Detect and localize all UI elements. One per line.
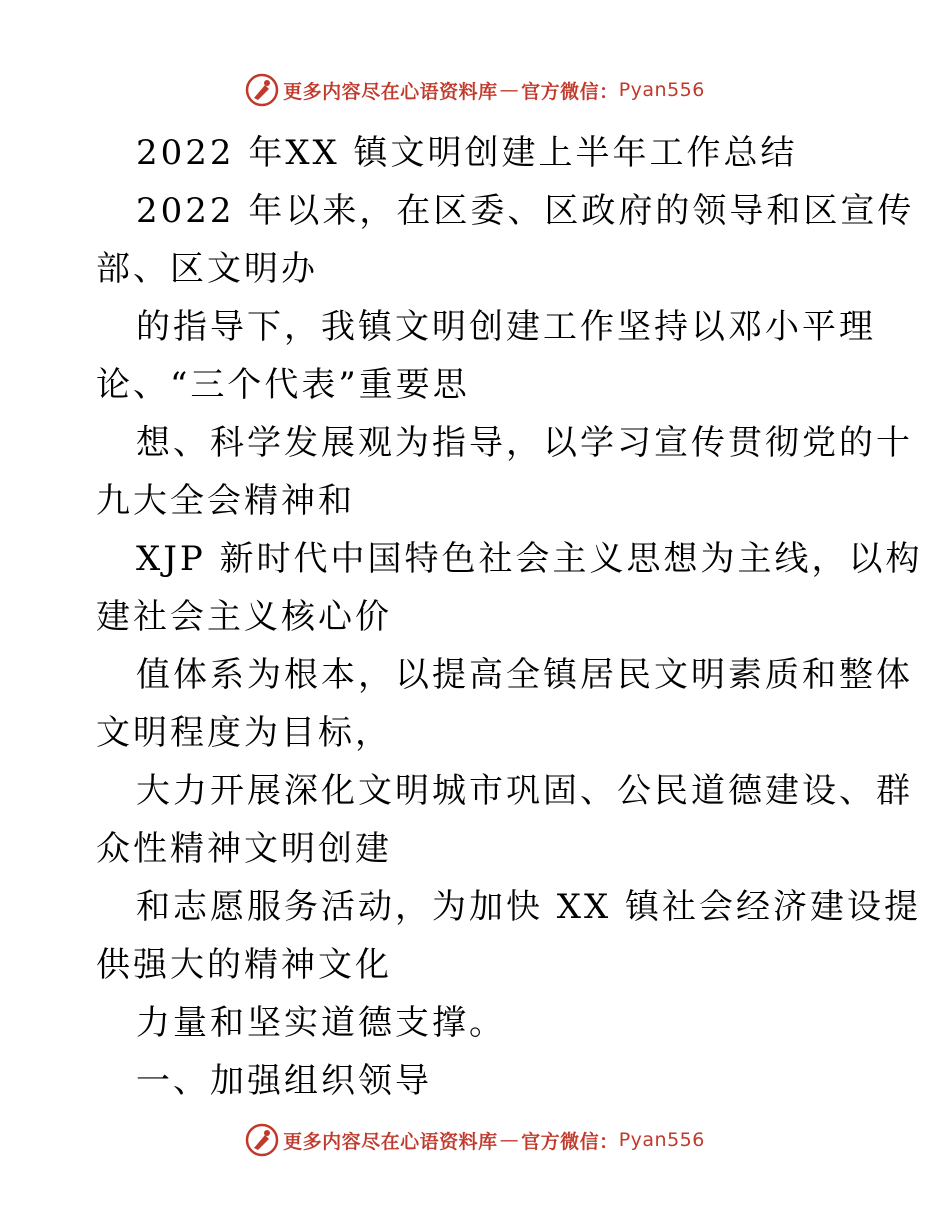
paragraph-line: 值体系为根本，以提高全镇居民文明素质和整体 [136, 655, 913, 695]
pen-nib-logo-icon [245, 73, 279, 107]
watermark-brand: 更多内容尽在心语资料库 [283, 1130, 498, 1153]
watermark-separator: — [499, 1129, 520, 1151]
watermark-separator: — [499, 79, 520, 101]
paragraph-line: XJP 新时代中国特色社会主义思想为主线，以构 [136, 539, 923, 579]
paragraph-line: 大力开展深化文明城市巩固、公民道德建设、群 [136, 771, 913, 811]
paragraph-line: 建社会主义核心价 [96, 597, 392, 637]
document-body [96, 124, 923, 1110]
section-heading: 一、加强组织领导 [136, 1061, 432, 1101]
paragraph-line: 力量和坚实道德支撑。 [136, 1003, 506, 1043]
paragraph-line: 论、“三个代表”重要思 [96, 365, 470, 405]
paragraph-line: 的指导下，我镇文明创建工作坚持以邓小平理 [136, 307, 876, 347]
watermark-label: 官方微信： [521, 80, 619, 103]
pen-nib-logo-icon [245, 1123, 279, 1157]
paragraph-line: 九大全会精神和 [96, 481, 355, 521]
paragraph-line: 2022 年以来，在区委、区政府的领导和区宣传 [136, 191, 915, 231]
footer-watermark [0, 1120, 950, 1160]
paragraph-line: 众性精神文明创建 [96, 829, 392, 869]
paragraph-line: 部、区文明办 [96, 249, 318, 289]
header-watermark [0, 70, 950, 110]
paragraph-line: 供强大的精神文化 [96, 945, 392, 985]
paragraph-line: 想、科学发展观为指导，以学习宣传贯彻党的十 [136, 423, 913, 463]
watermark-label: 官方微信： [521, 1130, 619, 1153]
watermark-id: Pyan556 [618, 1129, 705, 1151]
document-title: 2022 年XX 镇文明创建上半年工作总结 [136, 133, 798, 173]
watermark-id: Pyan556 [618, 79, 705, 101]
paragraph-line: 文明程度为目标， [96, 713, 392, 753]
watermark-brand: 更多内容尽在心语资料库 [283, 80, 498, 103]
paragraph-line: 和志愿服务活动，为加快 XX 镇社会经济建设提 [136, 887, 922, 927]
